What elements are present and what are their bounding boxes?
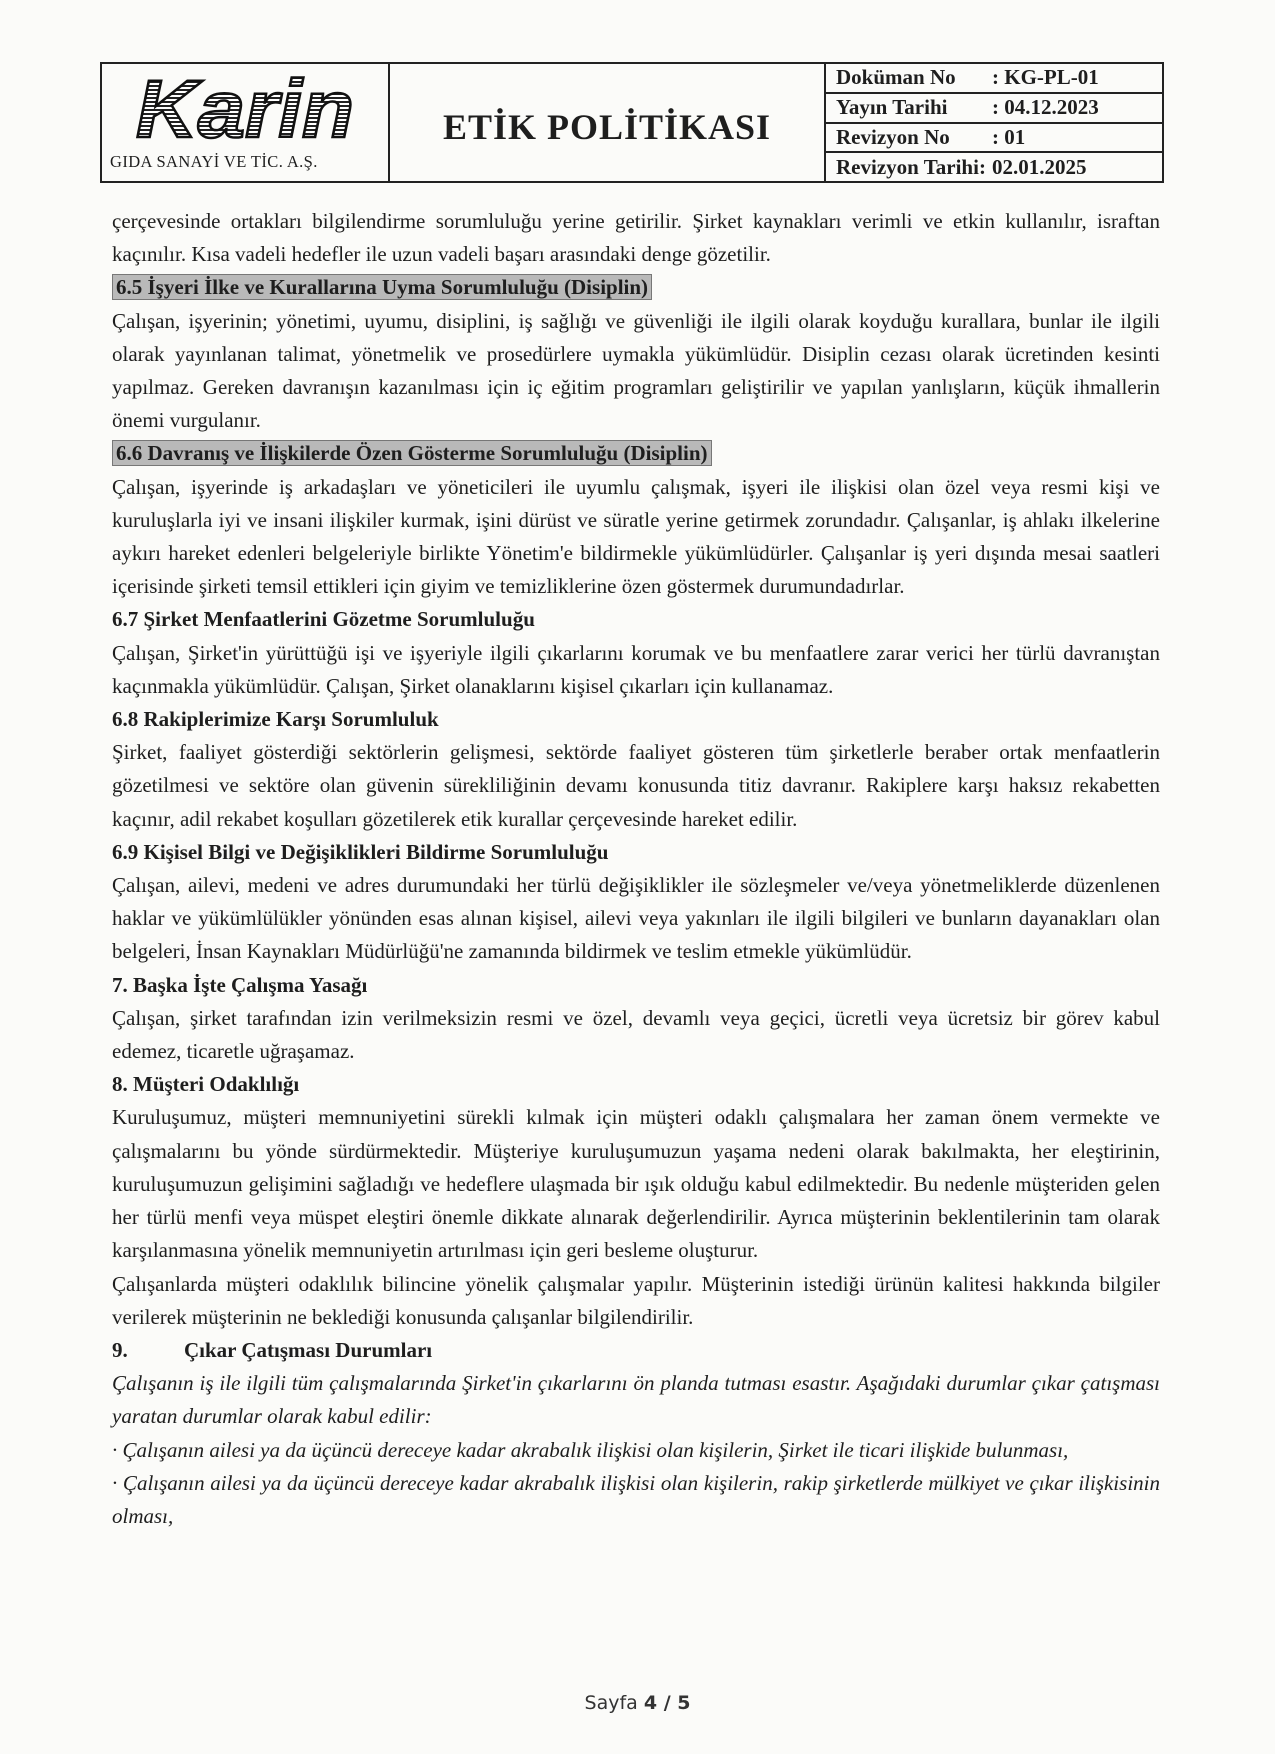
section-paragraph: Çalışan, işyerinin; yönetimi, uyumu, disiplini, iş sağlığı ve güvenliği ile ilgili olarak koyduğu kurallara, bunlar ile ilgili olarak yayınlanan talimat, yönetmelik ve prosedürlere uymakla yükümlüdür. Disiplin cezası olarak ücretinden kesinti yapılmaz. Gereken davranışın kazanılması için iç eğitim programları geliştirilir ve yapılan yanlışların, küçük ihmallerin önemi vurgulanır. (112, 308, 1160, 433)
meta-value: 02.01.2025 (991, 154, 1087, 179)
section-title: Çıkar Çatışması Durumları (184, 1337, 433, 1362)
section-heading: 6.7 Şirket Menfaatlerini Gözetme Sorumluluğu (112, 607, 535, 632)
list-item: · Çalışanın ailesi ya da üçüncü dereceye kadar akrabalık ilişkisi olan kişilerin, rakip şirketlerde mülkiyet ve çıkar ilişkisinin olması, (112, 1470, 1160, 1528)
logo-cell (102, 64, 390, 181)
section-heading: 8. Müşteri Odaklılığı (112, 1072, 300, 1097)
section-paragraph: Kuruluşumuz, müşteri memnuniyetini sürekli kılmak için müşteri odaklı çalışmalara her zaman önem vermekte ve çalışmalarını bu yönde sürdürmektedir. Müşteriye kuruluşumuzun yaşama nedeni olarak bakılmakta, her eleştirinin, kuruluşumuzun gelişimini sağladığı ve hedeflere ulaşmada bir ışık olduğu kabul edilmektedir. Bu nedenle müşteriden gelen her türlü menfi veya müspet eleştiri önemle dikkate alınarak değerlendirilir. Ayrıca müşterinin beklentilerinin tam olarak karşılanmasına yönelik memnuniyetin artırılması için geri besleme oluşturur. (112, 1105, 1160, 1263)
meta-value: : KG-PL-01 (992, 65, 1099, 90)
section-paragraph: Şirket, faaliyet gösterdiği sektörlerin gelişmesi, sektörde faaliyet gösteren tüm şirketlerle beraber ortak menfaatlerin gözetilmesi ve sektöre olan güvenin sürekliliğinin devamı konusunda titiz davranır. Rakiplere karşı haksız rekabetten kaçınır, adil rekabet koşulları gözetilerek etik kurallar çerçevesinde hareket edilir. (112, 740, 1160, 831)
list-item: · Çalışanın ailesi ya da üçüncü dereceye kadar akrabalık ilişkisi olan kişilerin, Şirket ile ticari ilişkide bulunması, (112, 1437, 1069, 1462)
document-body (112, 205, 1160, 1533)
section-paragraph: Çalışan, işyerinde iş arkadaşları ve yöneticileri ile uyumlu çalışmak, işyeri ile ilişkisi olan özel veya resmi kişi ve kuruluşlarla iyi ve insani ilişkiler kurmak, işini dürüst ve süratle yerine getirmek zorundadır. Çalışanlar, iş ahlakı ilkelerine aykırı hareket edenleri belgeleriyle birlikte Yönetim'e bildirmekle yükümlüdürler. Çalışanlar iş yeri dışında mesai saatleri içerisinde şirketi temsil ettikleri için giyim ve temizliklerine özen göstermek durumundadırlar. (112, 474, 1160, 599)
meta-value: : 01 (992, 124, 1026, 149)
section-paragraph: Çalışan, şirket tarafından izin verilmeksizin resmi ve özel, devamlı veya geçici, ücretli veya ücretsiz bir görev kabul edemez, ticaretle uğraşamaz. (112, 1005, 1160, 1064)
meta-value: : 04.12.2023 (992, 95, 1099, 120)
section-paragraph: Çalışanlarda müşteri odaklılık bilincine yönelik çalışmalar yapılır. Müşterinin istediği ürünün kalitesi hakkında bilgiler verilerek müşterinin ne beklediği konusunda çalışanlar bilgilendirilir. (112, 1271, 1160, 1329)
highlighted-heading: 6.5 İşyeri İlke ve Kurallarına Uyma Sorumluluğu (Disiplin) (112, 274, 652, 300)
section-paragraph: Çalışan, Şirket'in yürüttüğü işi ve işyeriyle ilgili çıkarlarını korumak ve bu menfaatlere zarar verici her türlü davranıştan kaçınmakla yükümlüdür. Çalışan, Şirket olanaklarını kişisel çıkarları için kullanamaz. (112, 640, 1160, 698)
meta-label: Doküman No (836, 65, 956, 90)
meta-row-document-no (826, 64, 1162, 94)
section-heading (112, 271, 1160, 304)
meta-label: Revizyon Tarihi: (836, 154, 986, 179)
svg-text:Karin: Karin (136, 69, 354, 145)
page-footer (0, 1692, 1275, 1714)
document-title: ETİK POLİTİKASI (442, 106, 772, 147)
page-number: 4 / 5 (643, 1692, 691, 1714)
section-heading (112, 437, 1160, 470)
section-heading: 6.8 Rakiplerimize Karşı Sorumluluk (112, 707, 439, 732)
company-name: GIDA SANAYİ VE TİC. A.Ş. (110, 152, 318, 171)
meta-label: Revizyon No (836, 124, 950, 149)
section-paragraph: Çalışanın iş ile ilgili tüm çalışmalarında Şirket'in çıkarlarını ön planda tutması esastır. Aşağıdaki durumlar çıkar çatışması yaratan durumlar olarak kabul edilir: (112, 1371, 1160, 1429)
title-cell (390, 64, 826, 181)
section-heading: 7. Başka İşte Çalışma Yasağı (112, 972, 368, 997)
karin-logo (132, 69, 360, 145)
intro-paragraph: çerçevesinde ortakları bilgilendirme sorumluluğu yerine getirilir. Şirket kaynakları verimli ve etkin kullanılır, israftan kaçınılır. Kısa vadeli hedefler ile uzun vadeli başarı arasındaki denge gözetilir. (112, 209, 1160, 267)
meta-row-publish-date (826, 94, 1162, 124)
meta-label: Yayın Tarihi (836, 95, 948, 120)
document-header (100, 62, 1164, 183)
section-paragraph: Çalışan, ailevi, medeni ve adres durumundaki her türlü değişiklikler ile sözleşmeler ve/veya yönetmeliklerde düzenlenen haklar ve yükümlülükler yönünden esas alınan kişisel, ailevi veya yakınları ile ilgili bilgileri ve bunların dayanakları olan belgeleri, İnsan Kaynakları Müdürlüğü'ne zamanında bildirmek ve teslim etmekle yükümlüdür. (112, 873, 1160, 964)
page-label: Sayfa (584, 1692, 638, 1714)
meta-row-revision-date (826, 153, 1162, 181)
meta-row-revision-no (826, 124, 1162, 154)
section-heading (112, 1334, 1160, 1367)
section-number: 9. (112, 1337, 128, 1362)
meta-cell (826, 64, 1162, 181)
highlighted-heading: 6.6 Davranış ve İlişkilerde Özen Gösterme Sorumluluğu (Disiplin) (112, 440, 712, 466)
section-heading: 6.9 Kişisel Bilgi ve Değişiklikleri Bildirme Sorumluluğu (112, 839, 609, 864)
